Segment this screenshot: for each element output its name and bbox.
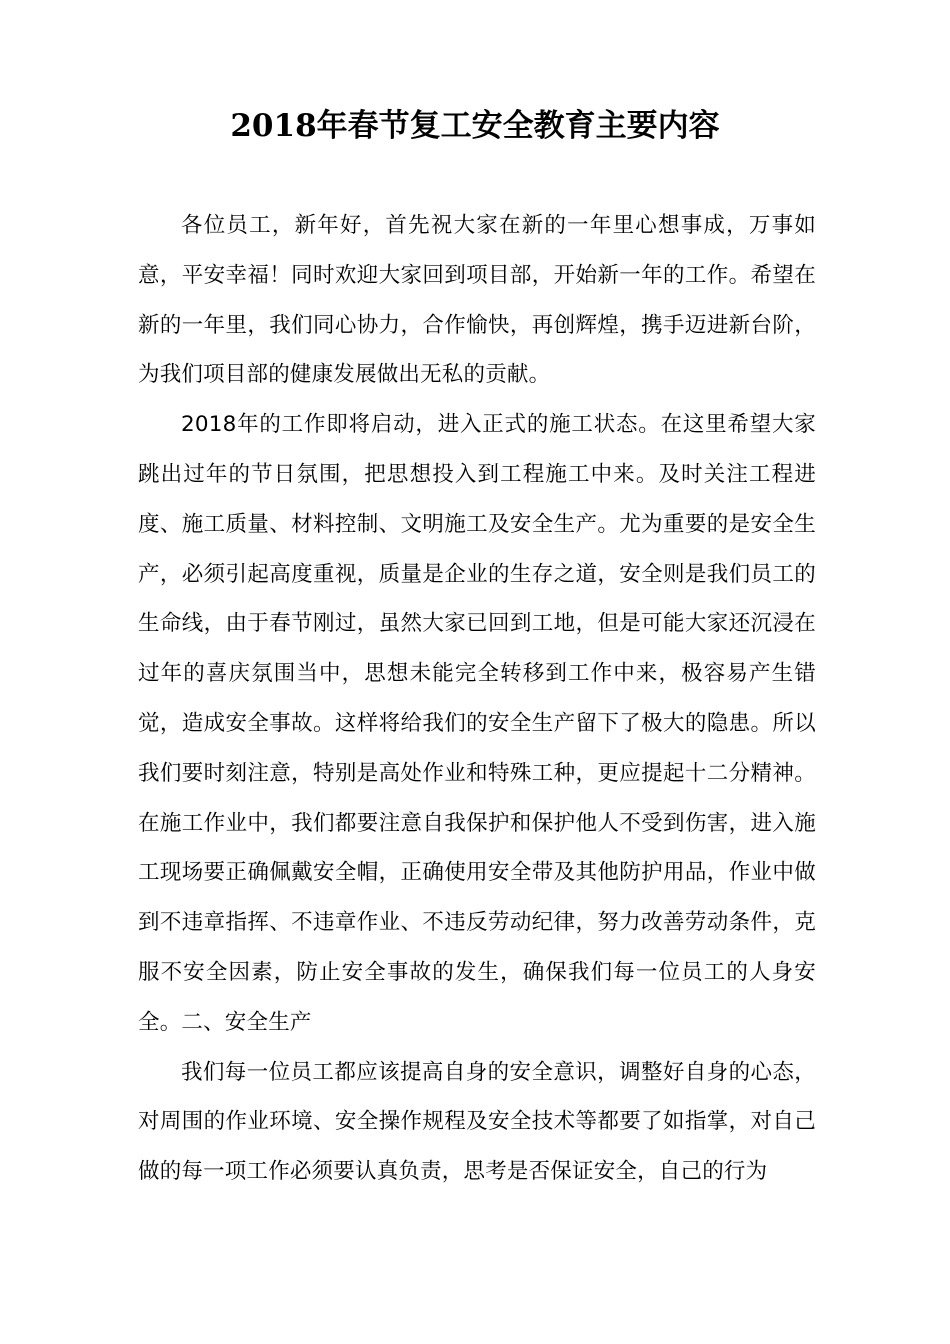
paragraph-greeting: 各位员工，新年好，首先祝大家在新的一年里心想事成，万事如意，平安幸福！同时欢迎大家回到项目部，开始新一年的工作。希望在新的一年里，我们同心协力，合作愉快，再创辉煌，携手迈进新台阶，为我们项目部的健康发展做出无私的贡献。 xyxy=(138,213,816,388)
document-body xyxy=(138,201,816,1197)
paragraph-safety-awareness: 我们每一位员工都应该提高自身的安全意识，调整好自身的心态，对周围的作业环境、安全操作规程及安全技术等都要了如指掌，对自己做的每一项工作必须要认真负责，思考是否保证安全，自己的行为 xyxy=(138,1059,816,1185)
paragraph-work-start: 2018年的工作即将启动，进入正式的施工状态。在这里希望大家跳出过年的节日氛围，把思想投入到工程施工中来。及时关注工程进度、施工质量、材料控制、文明施工及安全生产。尤为重要的是安全生产，必须引起高度重视，质量是企业的生存之道，安全则是我们员工的生命线，由于春节刚过，虽然大家已回到工地，但是可能大家还沉浸在过年的喜庆氛围当中，思想未能完全转移到工作中来，极容易产生错觉，造成安全事故。这样将给我们的安全生产留下了极大的隐患。所以我们要时刻注意，特别是高处作业和特殊工种，更应提起十二分精神。在施工作业中，我们都要注意自我保护和保护他人不受到伤害，进入施工现场要正确佩戴安全帽，正确使用安全带及其他防护用品，作业中做到不违章指挥、不违章作业、不违反劳动纪律，努力改善劳动条件，克服不安全因素，防止安全事故的发生，确保我们每一位员工的人身安全。二、安全生产 xyxy=(138,412,816,1035)
document-title: 2018年春节复工安全教育主要内容 xyxy=(230,108,720,144)
